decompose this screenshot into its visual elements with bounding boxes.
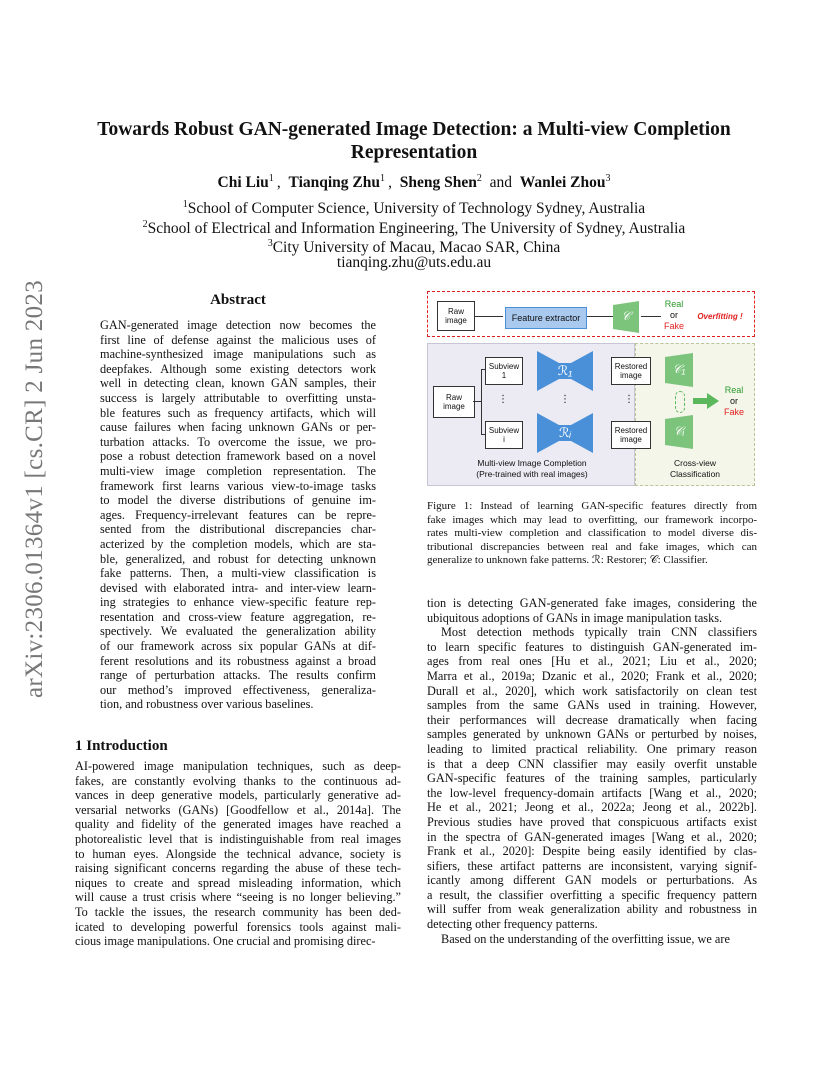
caption-line: fake images which may lead to overfitting, our framework incorpo- xyxy=(427,513,757,526)
abstract-line: tion, and robustness over various baselines. xyxy=(100,697,314,712)
fake-label: Fake xyxy=(663,320,684,331)
intro-line: To tackle the issues, the research community has been ded- xyxy=(75,904,401,919)
abstract-line: cause failures when facing unknown GANs or per- xyxy=(100,420,376,435)
author-name: Tianqing Zhu xyxy=(288,174,381,192)
intro-line: niques to create and spread misleading information, which xyxy=(75,875,401,890)
body-line: to learn specific features to distinguish GAN-generated im- xyxy=(427,639,757,654)
subview-1-box: Subview 1 xyxy=(485,357,523,385)
author-and: and xyxy=(489,174,512,192)
real-label-2: Real xyxy=(724,384,744,395)
abstract-line: spectively. We evaluated the generalization ability xyxy=(100,624,376,639)
dots-icon: ⋮ xyxy=(624,393,634,405)
intro-line: to human eyes. Alongside the technical advance, society is xyxy=(75,846,401,861)
mvic-label: Multi-view Image Completion (Pre-trained with real images) xyxy=(476,458,588,479)
connector xyxy=(481,369,482,435)
abstract-line: ages. Frequency-irrelevant features can be repre- xyxy=(100,507,376,522)
body-line: the low-level frequency-domain artifacts [Wang et al., 2020; xyxy=(427,785,757,800)
real-label: Real xyxy=(664,298,684,309)
body-line: Frank et al., 2020]: Despite being easily identified by clas- xyxy=(427,844,757,859)
abstract-line: first line of defense against the malicious uses of xyxy=(100,332,376,347)
caption-line: tributional discrepancies between real and fake images, which can xyxy=(427,540,757,553)
body-line: Durall et al., 2020], which work satisfactorily on clean test xyxy=(427,683,757,698)
author-sup: 2 xyxy=(476,173,482,184)
abstract-line: ing strategies to enhance view-specific feature rep- xyxy=(100,595,376,610)
caption-line: Figure 1: Instead of learning GAN-specific features directly from xyxy=(427,500,757,512)
body-line: leading to limited practical reliability. One primary reason xyxy=(427,741,757,756)
abstract-heading: Abstract xyxy=(210,292,266,308)
abstract-line: to model the diverse distributions of genuine im- xyxy=(100,493,376,508)
intro-line: will cause a trust crisis where “seeing is no longer believing.” xyxy=(75,890,401,905)
restored-image-1-box: Restored image xyxy=(611,357,651,385)
restorer-1-label: ℛ₁ xyxy=(557,362,573,378)
body-line: GAN-specific features of the training samples, particularly xyxy=(427,771,757,786)
cross-view-link xyxy=(675,391,685,413)
right-column-body xyxy=(427,596,757,946)
fake-label-2: Fake xyxy=(723,406,744,417)
body-line: Most detection methods typically train CNN classifiers xyxy=(441,625,757,640)
body-line: a result, the classifier overfitting a specific frequency pattern xyxy=(427,887,757,902)
dots-icon: ⋮ xyxy=(560,393,570,405)
body-line: Based on the understanding of the overfitting issue, we are xyxy=(441,931,730,946)
or-label-2: or xyxy=(729,395,738,406)
abstract-body xyxy=(100,318,376,712)
restorer-i-label: ℛᵢ xyxy=(559,424,571,440)
abstract-line: deepfakes. Although some existing detectors work xyxy=(100,361,376,376)
affiliation-sup: 1 xyxy=(182,199,188,210)
author-sep: , xyxy=(276,174,281,192)
body-line: He et al., 2021; Jeong et al., 2022a; Jeong et al., 2022b]. xyxy=(427,800,757,815)
abstract-line: our method’s improved effectiveness, generaliza- xyxy=(100,682,376,697)
paragraph xyxy=(427,932,757,947)
author-list xyxy=(60,173,768,192)
author-sep: , xyxy=(388,174,392,192)
intro-line: AI-powered image manipulation techniques, such as deep- xyxy=(75,759,401,773)
classifier-1-label: 𝒞₁ xyxy=(672,361,686,376)
or-label: or xyxy=(669,309,678,320)
abstract-line: fake patterns. Then, a multi-view classification is xyxy=(100,566,376,581)
affiliation-sup: 2 xyxy=(142,219,148,230)
abstract-line: pose a robust detection framework based on a novel xyxy=(100,449,376,464)
affiliation-text: School of Electrical and Information Engineering, The University of Sydney, Australia xyxy=(147,220,686,238)
intro-line: vances in deep generative models, particularly generative ad- xyxy=(75,788,401,803)
intro-line: cious image manipulations. One crucial and promising direc- xyxy=(75,934,376,949)
paper-title xyxy=(60,118,768,164)
abstract-line: GAN-generated image detection now becomes the xyxy=(100,318,376,332)
intro-body xyxy=(75,759,401,949)
intro-line: quality and fidelity of the generated images have reached a xyxy=(75,817,401,832)
subview-i-box: Subview i xyxy=(485,421,523,449)
abstract-line: success is largely attributable to overfitting unsta- xyxy=(100,390,376,405)
abstract-line: ble features such as frequency artifacts, which will xyxy=(100,405,376,420)
arrow-line xyxy=(641,316,661,317)
author-sup: 1 xyxy=(268,173,274,184)
abstract-line: well in detecting clean, known GAN samples, their xyxy=(100,376,376,391)
abstract-line: multi-view image completion representation. The xyxy=(100,463,376,478)
body-line: samples generated by unknown GANs or perturbed by noises, xyxy=(427,727,757,742)
title-line-1: Towards Robust GAN-generated Image Detection: a Multi-view Completion xyxy=(97,119,731,140)
author-sup: 3 xyxy=(605,173,611,184)
body-line: ubiquitous adoptions of GANs in image manipulation tasks. xyxy=(427,610,723,625)
abstract-line: acterized by the completion models, which are sta- xyxy=(100,536,376,551)
overfitting-label: Overfitting ! xyxy=(697,311,743,321)
body-line: is that a deep CNN classifier may easily overfit unstable xyxy=(427,756,757,771)
abstract-line: framework first learns various view-to-image tasks xyxy=(100,478,376,493)
arrow-line xyxy=(475,316,503,317)
author-name: Wanlei Zhou xyxy=(519,174,606,192)
connector xyxy=(473,401,481,402)
classifier-i-label: 𝒞ᵢ xyxy=(673,423,685,438)
figure-caption xyxy=(427,500,757,568)
arxiv-stamp: arXiv:2306.01364v1 [cs.CR] 2 Jun 2023 xyxy=(21,279,48,699)
raw-image-box: Raw image xyxy=(437,301,475,331)
body-line: icantly among different GAN models or perturbations. As xyxy=(427,873,757,888)
author-name: Chi Liu xyxy=(217,174,269,192)
green-arrow-icon xyxy=(693,393,719,409)
body-line: ages from real ones [Hu et al., 2021; Liu et al., 2020; xyxy=(427,654,757,669)
abstract-line: ble, generalized, and robust for detecting unknown xyxy=(100,551,376,566)
abstract-line: of our framework across six popular GANs at dif- xyxy=(100,639,376,654)
author-name: Sheng Shen xyxy=(399,174,477,192)
feature-extractor-box: Feature extractor xyxy=(505,307,587,329)
section-heading-introduction: 1 Introduction xyxy=(75,738,168,754)
intro-line: fakes, are constantly evolving thanks to the continuous ad- xyxy=(75,773,401,788)
classifier-symbol: 𝒞 xyxy=(621,308,631,323)
body-line: Marra et al., 2019a; Dzanic et al., 2020; Frank et al., 2020; xyxy=(427,668,757,683)
caption-line: generalize to unknown fake patterns. ℛ: Restorer; 𝒞: Classifier. xyxy=(427,554,708,567)
intro-line: raising significant concerns regarding the abuse of these tech- xyxy=(75,861,401,876)
abstract-line: machine-synthesized image manipulations such as xyxy=(100,347,376,362)
email: tianqing.zhu@uts.edu.au xyxy=(336,254,492,271)
abstract-line: ferent resolutions and its robustness against a broad xyxy=(100,653,376,668)
intro-line: icated to developing powerful forensics tools against mali- xyxy=(75,919,401,934)
intro-line: versarial networks (GANs) [Goodfellow et al., 2014a]. The xyxy=(75,802,401,817)
abstract-line: turbation attacks. To overcome the issue, we pro- xyxy=(100,434,376,449)
paragraph xyxy=(427,625,757,931)
arrow-line xyxy=(587,316,613,317)
body-line: will suffer from weak generalization ability and robustness in xyxy=(427,902,757,917)
body-line: their performances will decrease dramatically when facing xyxy=(427,712,757,727)
abstract-line: range of perturbation attacks. The results confirm xyxy=(100,668,376,683)
body-line: Previous studies have proved that conspicuous artifacts exist xyxy=(427,814,757,829)
author-sup: 1 xyxy=(380,173,386,184)
paragraph xyxy=(427,596,757,625)
body-line: in the spectra of GAN-generated images [Wang et al., 2020; xyxy=(427,829,757,844)
body-line: samples from the same GANs used in training. However, xyxy=(427,698,757,713)
title-line-2: Representation xyxy=(350,142,478,163)
restored-image-i-box: Restored image xyxy=(611,421,651,449)
dots-icon: ⋮ xyxy=(498,393,508,405)
affiliation-sup: 3 xyxy=(267,238,273,249)
abstract-line: sented from the distributional discrepancies char- xyxy=(100,522,376,537)
body-line: detecting other frequency patterns. xyxy=(427,917,598,932)
caption-line: rates multi-view completion and classification to model diverse dis- xyxy=(427,527,757,540)
intro-line: photorealistic level that is indistinguishable from real images xyxy=(75,831,401,846)
cvc-label: Cross-view Classification xyxy=(669,458,721,479)
raw-image-box-2: Raw image xyxy=(433,386,475,418)
abstract-line: devised with elaborated intra- and inter-view learn- xyxy=(100,580,376,595)
body-line: tion is detecting GAN-generated fake images, considering the xyxy=(427,596,757,610)
figure-1 xyxy=(427,291,757,486)
abstract-line: resentation and cross-view feature aggregation, re- xyxy=(100,609,376,624)
affiliation-text: School of Computer Science, University of Technology Sydney, Australia xyxy=(187,200,646,218)
affiliation-text: City University of Macau, Macao SAR, China xyxy=(272,239,561,257)
body-line: sifiers, these artifact patterns are inconsistent, varying signif- xyxy=(427,858,757,873)
